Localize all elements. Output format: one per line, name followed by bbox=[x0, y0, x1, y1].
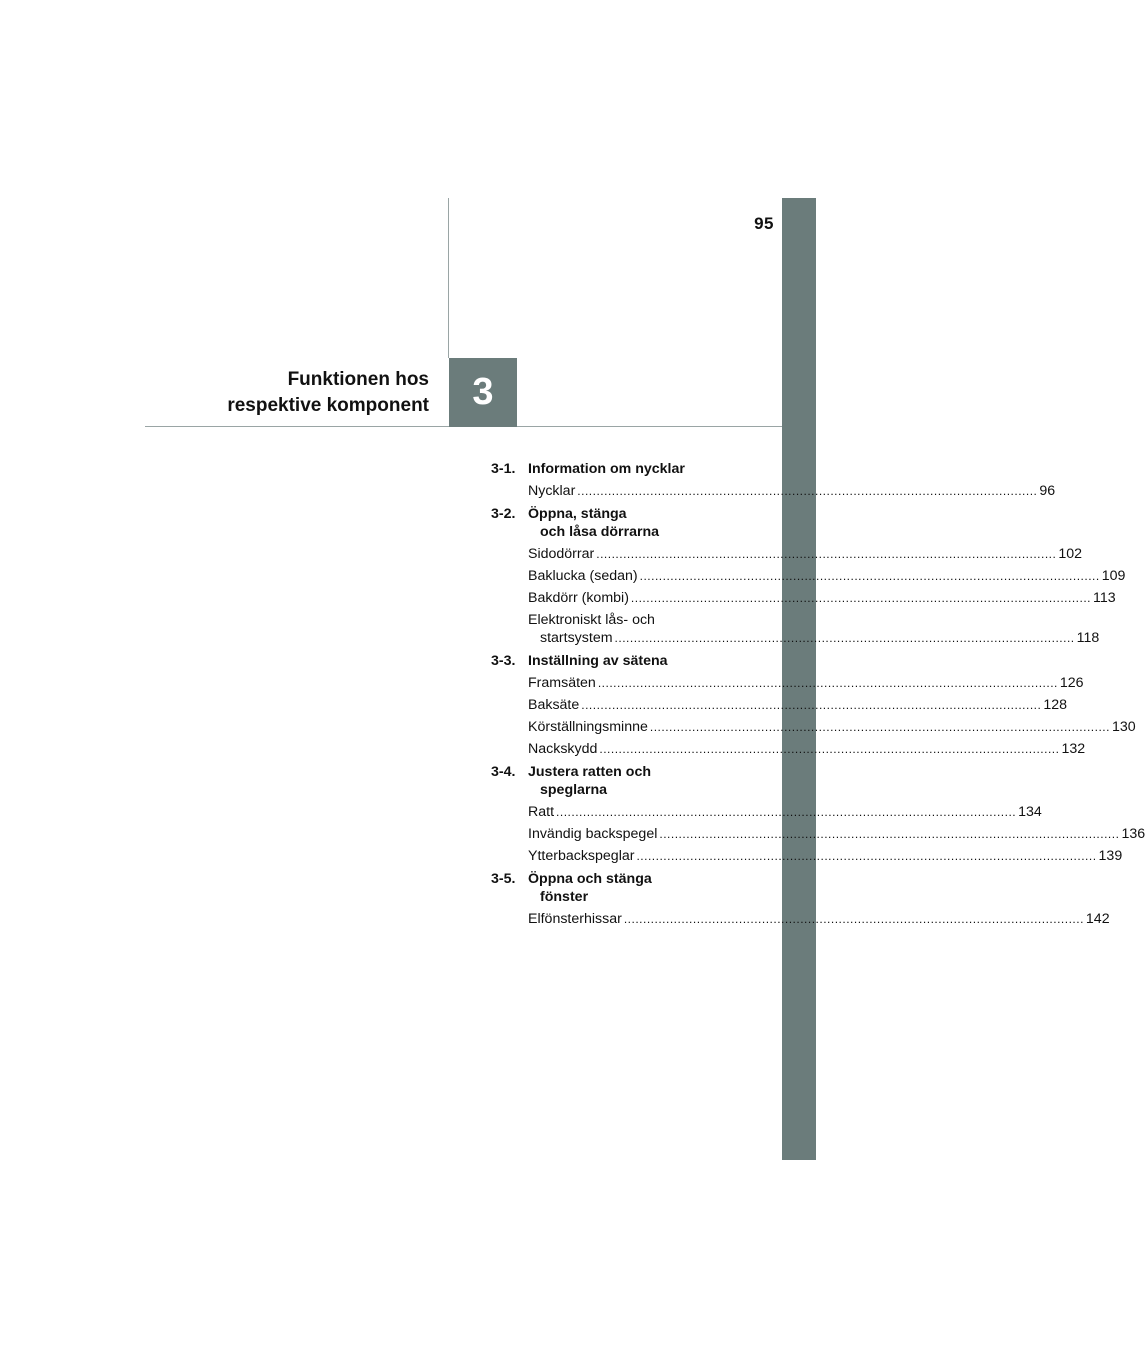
toc-entry-row bbox=[528, 803, 1042, 821]
toc-leader-dots: ........................................................................................................................ bbox=[659, 827, 1120, 841]
toc-entry-label: Nycklar bbox=[528, 483, 576, 499]
toc-section-title bbox=[528, 460, 739, 478]
toc-leader-dots: ........................................................................................................................ bbox=[597, 676, 1058, 690]
toc-entry-row bbox=[528, 482, 1056, 500]
toc-entry[interactable] bbox=[491, 803, 1042, 821]
toc-entry-row bbox=[528, 910, 1110, 928]
toc-leader-dots: ........................................................................................................................ bbox=[577, 484, 1038, 498]
toc-entry-label: Elektroniskt lås- och bbox=[528, 612, 655, 628]
table-of-contents bbox=[491, 460, 1145, 933]
toc-entry-row bbox=[528, 545, 1082, 563]
toc-leader-dots: ........................................................................................................................ bbox=[639, 569, 1100, 583]
toc-entry-page: 113 bbox=[1093, 590, 1116, 606]
toc-entry-row bbox=[528, 629, 1100, 647]
toc-section bbox=[491, 460, 1056, 500]
toc-section-title-line2: och låsa dörrarna bbox=[540, 524, 660, 540]
toc-section-number: 3-5. bbox=[491, 871, 516, 887]
toc-entry-page: 134 bbox=[1018, 804, 1042, 820]
toc-entry-row bbox=[528, 567, 1126, 585]
toc-entry-label: Invändig backspegel bbox=[528, 826, 658, 842]
toc-leader-dots: ........................................................................................................................ bbox=[623, 912, 1084, 926]
toc-section-title bbox=[528, 763, 739, 799]
toc-section-title-line1: Öppna, stänga bbox=[528, 506, 627, 522]
toc-section-title-line1: Öppna och stänga bbox=[528, 871, 652, 887]
toc-entry[interactable] bbox=[491, 718, 1136, 736]
toc-section-number: 3-1. bbox=[491, 461, 516, 477]
toc-section bbox=[491, 763, 1145, 865]
toc-section-heading bbox=[491, 460, 739, 478]
toc-leader-dots: ........................................................................................................................ bbox=[599, 742, 1060, 756]
toc-entry-label: Elfönsterhissar bbox=[528, 911, 622, 927]
toc-section-heading bbox=[491, 763, 739, 799]
toc-leader-dots: ........................................................................................................................ bbox=[636, 849, 1097, 863]
toc-entry-label-line2: startsystem bbox=[540, 630, 613, 646]
toc-entry[interactable] bbox=[491, 847, 1123, 865]
toc-entry-page: 109 bbox=[1101, 568, 1126, 584]
toc-entry-page: 130 bbox=[1111, 719, 1136, 735]
toc-entry-label: Sidodörrar bbox=[528, 546, 595, 562]
toc-entry-row bbox=[528, 674, 1084, 692]
toc-section bbox=[491, 652, 1136, 758]
toc-entry-row bbox=[528, 696, 1068, 714]
toc-entry[interactable] bbox=[491, 482, 1056, 500]
toc-section-title-line2: speglarna bbox=[540, 782, 608, 798]
toc-entry-label: Framsäten bbox=[528, 675, 596, 691]
toc-entry[interactable] bbox=[491, 567, 1126, 585]
toc-entry-page: 96 bbox=[1039, 483, 1056, 499]
toc-entry-label: Baklucka (sedan) bbox=[528, 568, 638, 584]
toc-section bbox=[491, 870, 1110, 928]
toc-section-heading bbox=[491, 870, 739, 906]
toc-section bbox=[491, 505, 1126, 647]
toc-leader-dots: ........................................................................................................................ bbox=[556, 805, 1017, 819]
toc-section-number: 3-2. bbox=[491, 506, 516, 522]
chapter-number-box bbox=[449, 358, 517, 427]
toc-entry-label: Körställningsminne bbox=[528, 719, 648, 735]
toc-entry[interactable] bbox=[491, 740, 1086, 758]
toc-entry-label: Bakdörr (kombi) bbox=[528, 590, 629, 606]
toc-entry-row bbox=[528, 740, 1086, 758]
toc-entry-page: 142 bbox=[1085, 911, 1110, 927]
toc-entry-page: 118 bbox=[1076, 630, 1100, 646]
toc-entry-label: Ytterbackspeglar bbox=[528, 848, 635, 864]
toc-entry[interactable] bbox=[491, 825, 1145, 843]
toc-entry[interactable] bbox=[491, 589, 1116, 607]
toc-entry[interactable] bbox=[491, 545, 1082, 563]
vertical-divider bbox=[448, 198, 449, 358]
toc-entry-page: 136 bbox=[1121, 826, 1145, 842]
toc-entry-label: Ratt bbox=[528, 804, 555, 820]
toc-section-title bbox=[528, 652, 739, 670]
toc-leader-dots: ........................................................................................................................ bbox=[630, 591, 1091, 605]
toc-entry-page: 139 bbox=[1098, 848, 1123, 864]
chapter-title-line1: Funktionen hos bbox=[287, 369, 429, 390]
toc-entry-row bbox=[528, 847, 1123, 865]
toc-entry[interactable] bbox=[491, 611, 1100, 647]
toc-entry-page: 126 bbox=[1059, 675, 1084, 691]
toc-section-number: 3-3. bbox=[491, 653, 516, 669]
toc-section-title bbox=[528, 870, 739, 906]
chapter-title bbox=[227, 367, 429, 419]
chapter-title-line2: respektive komponent bbox=[227, 395, 429, 416]
toc-entry-label: Nackskydd bbox=[528, 741, 598, 757]
toc-section-title bbox=[528, 505, 739, 541]
toc-entry-page: 128 bbox=[1043, 697, 1068, 713]
toc-leader-dots: ........................................................................................................................ bbox=[614, 631, 1075, 645]
toc-section-title-line1: Information om nycklar bbox=[528, 461, 685, 477]
toc-leader-dots: ........................................................................................................................ bbox=[649, 720, 1110, 734]
toc-leader-dots: ........................................................................................................................ bbox=[581, 698, 1042, 712]
toc-entry-label: Baksäte bbox=[528, 697, 580, 713]
toc-entry-page: 102 bbox=[1058, 546, 1082, 562]
toc-section-title-line1: Inställning av sätena bbox=[528, 653, 668, 669]
toc-entry[interactable] bbox=[491, 674, 1084, 692]
toc-entry-page: 132 bbox=[1061, 741, 1086, 757]
toc-entry[interactable] bbox=[491, 696, 1068, 714]
page-number: 95 bbox=[754, 214, 774, 233]
toc-entry-row bbox=[528, 589, 1116, 607]
chapter-number: 3 bbox=[472, 371, 494, 413]
toc-entry-row bbox=[528, 825, 1145, 843]
toc-entry[interactable] bbox=[491, 910, 1110, 928]
toc-section-heading bbox=[491, 652, 739, 670]
toc-leader-dots: ........................................................................................................................ bbox=[596, 547, 1057, 561]
toc-section-number: 3-4. bbox=[491, 764, 516, 780]
toc-section-title-line1: Justera ratten och bbox=[528, 764, 651, 780]
toc-entry-row bbox=[528, 718, 1136, 736]
toc-section-title-line2: fönster bbox=[540, 889, 589, 905]
toc-section-heading bbox=[491, 505, 739, 541]
